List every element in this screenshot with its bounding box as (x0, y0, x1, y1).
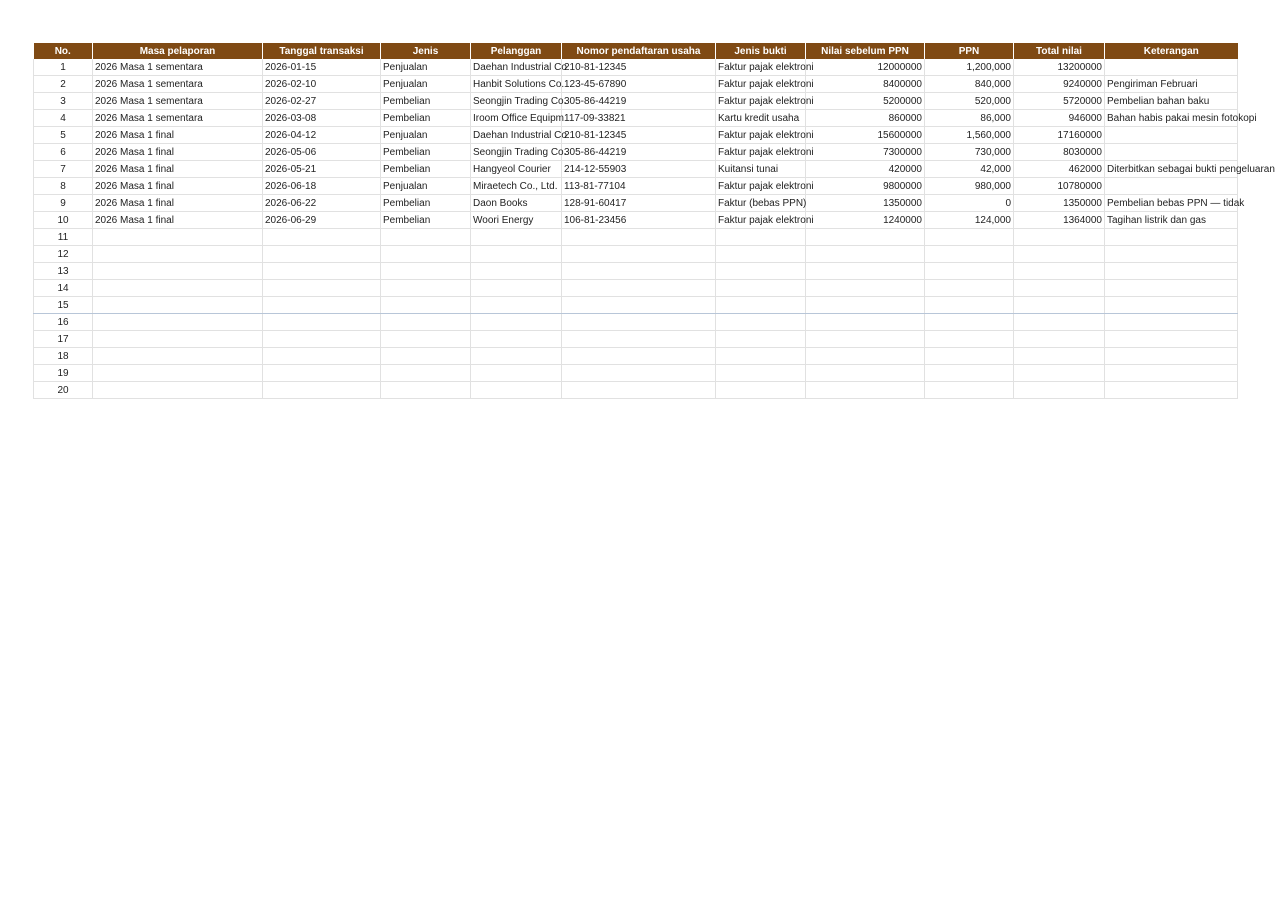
header-no[interactable]: No. (34, 43, 93, 59)
cell-total-nilai[interactable] (1014, 229, 1105, 246)
cell-jenis-bukti[interactable] (716, 280, 806, 297)
cell-masa-pelaporan[interactable]: 2026 Masa 1 sementara (93, 110, 263, 127)
table-row (34, 365, 1238, 382)
cell-keterangan[interactable]: Pembelian bahan baku (1105, 93, 1238, 110)
cell-total-nilai[interactable]: 946000 (1014, 110, 1105, 127)
table-row (34, 382, 1238, 399)
cell-nilai-sebelum-ppn[interactable] (806, 280, 925, 297)
cell-ppn[interactable]: 1,200,000 (925, 59, 1014, 76)
cell-masa-pelaporan[interactable]: 2026 Masa 1 final (93, 161, 263, 178)
cell-no[interactable]: 17 (34, 331, 93, 348)
table-row (34, 110, 1238, 127)
table-row (34, 144, 1238, 161)
cell-jenis[interactable] (381, 382, 471, 399)
cell-pelanggan[interactable] (471, 263, 562, 280)
cell-jenis-bukti[interactable] (716, 314, 806, 331)
cell-nomor-pendaftaran[interactable] (562, 297, 716, 314)
cell-ppn[interactable] (925, 365, 1014, 382)
cell-jenis-bukti[interactable]: Kuitansi tunai (716, 161, 806, 178)
cell-keterangan[interactable] (1105, 59, 1238, 76)
cell-no[interactable]: 11 (34, 229, 93, 246)
cell-tanggal-transaksi[interactable] (263, 246, 381, 263)
cell-ppn[interactable]: 42,000 (925, 161, 1014, 178)
cell-nilai-sebelum-ppn[interactable]: 15600000 (806, 127, 925, 144)
table-row (34, 331, 1238, 348)
table-row (34, 178, 1238, 195)
cell-nomor-pendaftaran[interactable]: 210-81-12345 (562, 127, 716, 144)
cell-jenis-bukti[interactable] (716, 297, 806, 314)
cell-keterangan[interactable]: Pengiriman Februari (1105, 76, 1238, 93)
cell-pelanggan[interactable]: Seongjin Trading Co. (471, 144, 562, 161)
cell-no[interactable]: 8 (34, 178, 93, 195)
cell-no[interactable]: 16 (34, 314, 93, 331)
cell-jenis-bukti[interactable]: Faktur pajak elektroni (716, 178, 806, 195)
cell-tanggal-transaksi[interactable] (263, 331, 381, 348)
cell-keterangan[interactable] (1105, 280, 1238, 297)
cell-jenis-bukti[interactable] (716, 331, 806, 348)
cell-nilai-sebelum-ppn[interactable]: 860000 (806, 110, 925, 127)
cell-nilai-sebelum-ppn[interactable] (806, 263, 925, 280)
cell-keterangan[interactable] (1105, 144, 1238, 161)
cell-total-nilai[interactable]: 1350000 (1014, 195, 1105, 212)
cell-nilai-sebelum-ppn[interactable]: 12000000 (806, 59, 925, 76)
cell-nilai-sebelum-ppn[interactable]: 8400000 (806, 76, 925, 93)
cell-nilai-sebelum-ppn[interactable]: 5200000 (806, 93, 925, 110)
cell-ppn[interactable]: 0 (925, 195, 1014, 212)
cell-total-nilai[interactable] (1014, 280, 1105, 297)
cell-jenis[interactable]: Pembelian (381, 110, 471, 127)
cell-masa-pelaporan[interactable] (93, 382, 263, 399)
cell-no[interactable]: 19 (34, 365, 93, 382)
cell-jenis[interactable]: Penjualan (381, 127, 471, 144)
cell-jenis[interactable]: Penjualan (381, 76, 471, 93)
cell-nilai-sebelum-ppn[interactable] (806, 297, 925, 314)
table-row (34, 280, 1238, 297)
cell-keterangan[interactable]: Diterbitkan sebagai bukti pengeluaran (1105, 161, 1238, 178)
cell-keterangan[interactable]: Pembelian bebas PPN — tidak (1105, 195, 1238, 212)
cell-jenis-bukti[interactable] (716, 263, 806, 280)
cell-ppn[interactable] (925, 246, 1014, 263)
cell-keterangan[interactable] (1105, 382, 1238, 399)
cell-pelanggan[interactable]: Hanbit Solutions Co. (471, 76, 562, 93)
cell-nilai-sebelum-ppn[interactable]: 7300000 (806, 144, 925, 161)
cell-jenis-bukti[interactable] (716, 229, 806, 246)
cell-nomor-pendaftaran[interactable] (562, 314, 716, 331)
header-nilai-sebelum-ppn[interactable]: Nilai sebelum PPN (806, 43, 925, 59)
cell-masa-pelaporan[interactable] (93, 297, 263, 314)
cell-masa-pelaporan[interactable] (93, 365, 263, 382)
cell-ppn[interactable]: 730,000 (925, 144, 1014, 161)
cell-total-nilai[interactable]: 462000 (1014, 161, 1105, 178)
header-jenis[interactable]: Jenis (381, 43, 471, 59)
header-jenis-bukti[interactable]: Jenis bukti (716, 43, 806, 59)
cell-jenis-bukti[interactable] (716, 382, 806, 399)
cell-jenis[interactable] (381, 229, 471, 246)
cell-jenis-bukti[interactable]: Faktur pajak elektroni (716, 93, 806, 110)
cell-nilai-sebelum-ppn[interactable]: 420000 (806, 161, 925, 178)
cell-masa-pelaporan[interactable]: 2026 Masa 1 final (93, 195, 263, 212)
cell-jenis[interactable] (381, 348, 471, 365)
cell-tanggal-transaksi[interactable] (263, 348, 381, 365)
cell-nilai-sebelum-ppn[interactable] (806, 348, 925, 365)
cell-ppn[interactable]: 840,000 (925, 76, 1014, 93)
cell-jenis[interactable] (381, 331, 471, 348)
table-row (34, 229, 1238, 246)
cell-jenis[interactable] (381, 314, 471, 331)
header-row (34, 43, 1238, 59)
cell-no[interactable]: 14 (34, 280, 93, 297)
cell-pelanggan[interactable] (471, 297, 562, 314)
cell-jenis-bukti[interactable]: Faktur pajak elektroni (716, 76, 806, 93)
cell-masa-pelaporan[interactable] (93, 314, 263, 331)
cell-keterangan[interactable] (1105, 246, 1238, 263)
cell-no[interactable]: 5 (34, 127, 93, 144)
header-pelanggan[interactable]: Pelanggan (471, 43, 562, 59)
cell-keterangan[interactable] (1105, 365, 1238, 382)
cell-nilai-sebelum-ppn[interactable] (806, 229, 925, 246)
cell-pelanggan[interactable]: Daon Books (471, 195, 562, 212)
cell-ppn[interactable]: 980,000 (925, 178, 1014, 195)
cell-masa-pelaporan[interactable] (93, 348, 263, 365)
cell-tanggal-transaksi[interactable] (263, 263, 381, 280)
cell-tanggal-transaksi[interactable]: 2026-01-15 (263, 59, 381, 76)
cell-jenis[interactable] (381, 297, 471, 314)
cell-jenis-bukti[interactable]: Kartu kredit usaha (716, 110, 806, 127)
cell-jenis[interactable]: Pembelian (381, 93, 471, 110)
cell-masa-pelaporan[interactable]: 2026 Masa 1 final (93, 212, 263, 229)
cell-no[interactable]: 13 (34, 263, 93, 280)
cell-jenis[interactable]: Pembelian (381, 212, 471, 229)
cell-no[interactable]: 2 (34, 76, 93, 93)
cell-keterangan[interactable] (1105, 331, 1238, 348)
cell-ppn[interactable]: 520,000 (925, 93, 1014, 110)
cell-total-nilai[interactable]: 9240000 (1014, 76, 1105, 93)
cell-jenis-bukti[interactable]: Faktur (bebas PPN) (716, 195, 806, 212)
cell-keterangan[interactable] (1105, 297, 1238, 314)
cell-jenis[interactable]: Pembelian (381, 195, 471, 212)
header-total-nilai[interactable]: Total nilai (1014, 43, 1105, 59)
cell-nilai-sebelum-ppn[interactable] (806, 314, 925, 331)
cell-tanggal-transaksi[interactable]: 2026-02-27 (263, 93, 381, 110)
cell-nomor-pendaftaran[interactable] (562, 365, 716, 382)
cell-pelanggan[interactable]: Seongjin Trading Co. (471, 93, 562, 110)
cell-pelanggan[interactable]: Iroom Office Equipm (471, 110, 562, 127)
cell-masa-pelaporan[interactable] (93, 331, 263, 348)
cell-keterangan[interactable] (1105, 229, 1238, 246)
cell-no[interactable]: 4 (34, 110, 93, 127)
cell-total-nilai[interactable]: 13200000 (1014, 59, 1105, 76)
cell-jenis[interactable]: Penjualan (381, 178, 471, 195)
cell-tanggal-transaksi[interactable]: 2026-02-10 (263, 76, 381, 93)
cell-tanggal-transaksi[interactable]: 2026-06-22 (263, 195, 381, 212)
cell-pelanggan[interactable]: Woori Energy (471, 212, 562, 229)
table-row (34, 93, 1238, 110)
cell-keterangan[interactable] (1105, 127, 1238, 144)
cell-keterangan[interactable] (1105, 178, 1238, 195)
cell-masa-pelaporan[interactable] (93, 229, 263, 246)
cell-pelanggan[interactable] (471, 280, 562, 297)
cell-no[interactable]: 3 (34, 93, 93, 110)
cell-total-nilai[interactable] (1014, 365, 1105, 382)
cell-jenis[interactable]: Pembelian (381, 144, 471, 161)
cell-tanggal-transaksi[interactable] (263, 382, 381, 399)
cell-nomor-pendaftaran[interactable] (562, 246, 716, 263)
cell-pelanggan[interactable]: Daehan Industrial Co (471, 127, 562, 144)
cell-jenis-bukti[interactable]: Faktur pajak elektroni (716, 59, 806, 76)
cell-total-nilai[interactable] (1014, 246, 1105, 263)
cell-total-nilai[interactable]: 5720000 (1014, 93, 1105, 110)
cell-ppn[interactable] (925, 280, 1014, 297)
cell-ppn[interactable] (925, 348, 1014, 365)
table-row (34, 348, 1238, 365)
table-row (34, 59, 1238, 76)
header-nomor-pendaftaran[interactable]: Nomor pendaftaran usaha (562, 43, 716, 59)
cell-ppn[interactable] (925, 229, 1014, 246)
cell-no[interactable]: 7 (34, 161, 93, 178)
cell-tanggal-transaksi[interactable] (263, 365, 381, 382)
table-row (34, 127, 1238, 144)
cell-jenis[interactable]: Pembelian (381, 161, 471, 178)
cell-jenis[interactable] (381, 263, 471, 280)
cell-keterangan[interactable]: Bahan habis pakai mesin fotokopi (1105, 110, 1238, 127)
cell-no[interactable]: 20 (34, 382, 93, 399)
cell-tanggal-transaksi[interactable]: 2026-05-06 (263, 144, 381, 161)
cell-tanggal-transaksi[interactable] (263, 314, 381, 331)
cell-masa-pelaporan[interactable] (93, 246, 263, 263)
cell-nomor-pendaftaran[interactable] (562, 263, 716, 280)
cell-pelanggan[interactable] (471, 382, 562, 399)
cell-tanggal-transaksi[interactable]: 2026-06-18 (263, 178, 381, 195)
cell-masa-pelaporan[interactable] (93, 263, 263, 280)
cell-masa-pelaporan[interactable]: 2026 Masa 1 final (93, 144, 263, 161)
cell-nomor-pendaftaran[interactable]: 214-12-55903 (562, 161, 716, 178)
cell-keterangan[interactable] (1105, 314, 1238, 331)
cell-nomor-pendaftaran[interactable]: 106-81-23456 (562, 212, 716, 229)
cell-nilai-sebelum-ppn[interactable] (806, 246, 925, 263)
cell-total-nilai[interactable] (1014, 348, 1105, 365)
cell-nomor-pendaftaran[interactable] (562, 229, 716, 246)
cell-total-nilai[interactable] (1014, 297, 1105, 314)
cell-nomor-pendaftaran[interactable] (562, 348, 716, 365)
cell-keterangan[interactable] (1105, 348, 1238, 365)
cell-masa-pelaporan[interactable]: 2026 Masa 1 sementara (93, 76, 263, 93)
cell-ppn[interactable] (925, 297, 1014, 314)
cell-tanggal-transaksi[interactable]: 2026-03-08 (263, 110, 381, 127)
cell-nilai-sebelum-ppn[interactable] (806, 331, 925, 348)
cell-keterangan[interactable] (1105, 263, 1238, 280)
spreadsheet (33, 43, 1275, 399)
cell-ppn[interactable] (925, 314, 1014, 331)
cell-nomor-pendaftaran[interactable] (562, 382, 716, 399)
cell-masa-pelaporan[interactable]: 2026 Masa 1 sementara (93, 93, 263, 110)
cell-nilai-sebelum-ppn[interactable]: 9800000 (806, 178, 925, 195)
cell-ppn[interactable]: 86,000 (925, 110, 1014, 127)
table-row (34, 161, 1238, 178)
table-row (34, 246, 1238, 263)
cell-pelanggan[interactable] (471, 348, 562, 365)
cell-tanggal-transaksi[interactable] (263, 280, 381, 297)
cell-masa-pelaporan[interactable]: 2026 Masa 1 final (93, 178, 263, 195)
cell-nilai-sebelum-ppn[interactable] (806, 365, 925, 382)
cell-nilai-sebelum-ppn[interactable]: 1350000 (806, 195, 925, 212)
cell-no[interactable]: 18 (34, 348, 93, 365)
table-row (34, 76, 1238, 93)
cell-jenis-bukti[interactable]: Faktur pajak elektroni (716, 212, 806, 229)
cell-tanggal-transaksi[interactable] (263, 229, 381, 246)
cell-no[interactable]: 12 (34, 246, 93, 263)
cell-jenis[interactable] (381, 246, 471, 263)
cell-nilai-sebelum-ppn[interactable] (806, 382, 925, 399)
cell-nomor-pendaftaran[interactable]: 305-86-44219 (562, 144, 716, 161)
cell-no[interactable]: 10 (34, 212, 93, 229)
cell-total-nilai[interactable] (1014, 331, 1105, 348)
cell-nomor-pendaftaran[interactable]: 305-86-44219 (562, 93, 716, 110)
cell-nomor-pendaftaran[interactable]: 117-09-33821 (562, 110, 716, 127)
header-tanggal-transaksi[interactable]: Tanggal transaksi (263, 43, 381, 59)
cell-jenis-bukti[interactable] (716, 246, 806, 263)
cell-pelanggan[interactable]: Daehan Industrial Co (471, 59, 562, 76)
cell-ppn[interactable]: 124,000 (925, 212, 1014, 229)
cell-jenis[interactable]: Penjualan (381, 59, 471, 76)
cell-total-nilai[interactable] (1014, 382, 1105, 399)
header-masa-pelaporan[interactable]: Masa pelaporan (93, 43, 263, 59)
cell-jenis[interactable] (381, 280, 471, 297)
header-keterangan[interactable]: Keterangan (1105, 43, 1238, 59)
cell-pelanggan[interactable] (471, 246, 562, 263)
cell-ppn[interactable] (925, 263, 1014, 280)
cell-total-nilai[interactable]: 17160000 (1014, 127, 1105, 144)
cell-tanggal-transaksi[interactable]: 2026-04-12 (263, 127, 381, 144)
cell-pelanggan[interactable]: Miraetech Co., Ltd. (471, 178, 562, 195)
cell-total-nilai[interactable]: 10780000 (1014, 178, 1105, 195)
cell-nomor-pendaftaran[interactable]: 123-45-67890 (562, 76, 716, 93)
cell-total-nilai[interactable] (1014, 263, 1105, 280)
cell-jenis[interactable] (381, 365, 471, 382)
cell-nomor-pendaftaran[interactable] (562, 280, 716, 297)
transaction-table (33, 43, 1275, 399)
table-row (34, 212, 1238, 229)
cell-ppn[interactable]: 1,560,000 (925, 127, 1014, 144)
cell-no[interactable]: 15 (34, 297, 93, 314)
cell-total-nilai[interactable]: 8030000 (1014, 144, 1105, 161)
cell-total-nilai[interactable] (1014, 314, 1105, 331)
cell-masa-pelaporan[interactable]: 2026 Masa 1 final (93, 127, 263, 144)
cell-pelanggan[interactable]: Hangyeol Courier (471, 161, 562, 178)
cell-pelanggan[interactable] (471, 314, 562, 331)
cell-nomor-pendaftaran[interactable]: 210-81-12345 (562, 59, 716, 76)
cell-masa-pelaporan[interactable]: 2026 Masa 1 sementara (93, 59, 263, 76)
cell-no[interactable]: 1 (34, 59, 93, 76)
cell-keterangan[interactable]: Tagihan listrik dan gas (1105, 212, 1238, 229)
cell-ppn[interactable] (925, 382, 1014, 399)
cell-nilai-sebelum-ppn[interactable]: 1240000 (806, 212, 925, 229)
cell-no[interactable]: 9 (34, 195, 93, 212)
cell-ppn[interactable] (925, 331, 1014, 348)
cell-tanggal-transaksi[interactable]: 2026-05-21 (263, 161, 381, 178)
cell-nomor-pendaftaran[interactable]: 128-91-60417 (562, 195, 716, 212)
table-row (34, 195, 1238, 212)
cell-masa-pelaporan[interactable] (93, 280, 263, 297)
cell-pelanggan[interactable] (471, 229, 562, 246)
cell-nomor-pendaftaran[interactable]: 113-81-77104 (562, 178, 716, 195)
cell-tanggal-transaksi[interactable] (263, 297, 381, 314)
cell-pelanggan[interactable] (471, 365, 562, 382)
cell-pelanggan[interactable] (471, 331, 562, 348)
cell-nomor-pendaftaran[interactable] (562, 331, 716, 348)
cell-total-nilai[interactable]: 1364000 (1014, 212, 1105, 229)
cell-jenis-bukti[interactable] (716, 348, 806, 365)
table-row (34, 314, 1238, 331)
header-ppn[interactable]: PPN (925, 43, 1014, 59)
table-row (34, 297, 1238, 314)
cell-jenis-bukti[interactable] (716, 365, 806, 382)
table-row (34, 263, 1238, 280)
cell-tanggal-transaksi[interactable]: 2026-06-29 (263, 212, 381, 229)
cell-no[interactable]: 6 (34, 144, 93, 161)
cell-jenis-bukti[interactable]: Faktur pajak elektroni (716, 127, 806, 144)
cell-jenis-bukti[interactable]: Faktur pajak elektroni (716, 144, 806, 161)
